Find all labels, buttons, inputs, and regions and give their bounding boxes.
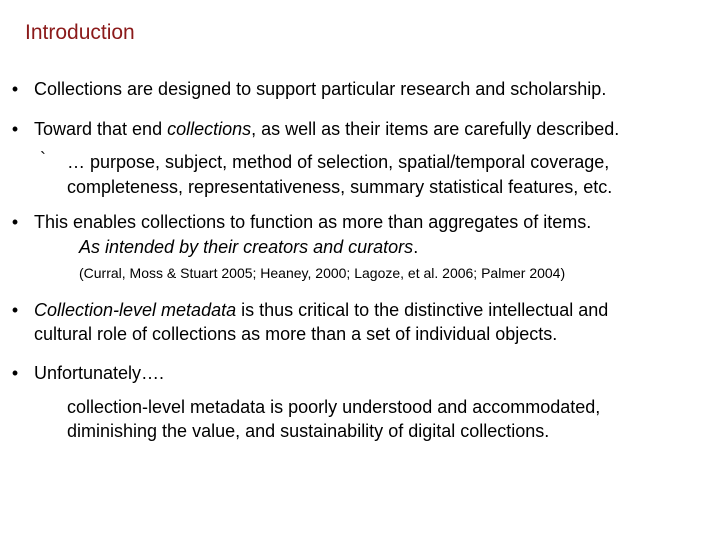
sub-bullet-line-2: completeness, representativeness, summary statistical features, etc. [67,177,613,197]
bullet-5-line-2: diminishing the value, and sustainability of digital collections. [67,421,550,441]
bullet-text: Collections are designed to support particular research and scholarship. [34,79,607,99]
sub-bullet-marker: ` [40,149,46,169]
sub-bullet-line-1: … purpose, subject, method of selection, spatial/temporal coverage, [67,152,610,172]
bullet-text: Unfortunately…. [34,363,165,383]
bullet-marker: • [11,212,19,232]
bullet-marker: • [11,363,19,383]
bullet-3-emphasis-line: As intended by their creators and curators. [79,237,419,257]
bullet-marker: • [11,300,19,320]
bullet-5-line-1: collection-level metadata is poorly understood and accommodated, [67,397,601,417]
emphasis-collections: collections [167,119,252,139]
citation: (Curral, Moss & Stuart 2005; Heaney, 2000; Lagoze, et al. 2006; Palmer 2004) [79,265,566,281]
bullet-marker: • [11,79,19,99]
bullet-text: Toward that end collections, as well as their items are carefully described. [34,119,620,139]
bullet-marker: • [11,119,19,139]
slide-title: Introduction [25,21,135,44]
bullet-text: Collection-level metadata is thus critical to the distinctive intellectual and [34,300,609,320]
bullet-text: This enables collections to function as more than aggregates of items. [34,212,592,232]
bullet-4-line-2: cultural role of collections as more than a set of individual objects. [34,324,558,344]
emphasis-collection-level-metadata: Collection-level metadata [34,300,237,320]
